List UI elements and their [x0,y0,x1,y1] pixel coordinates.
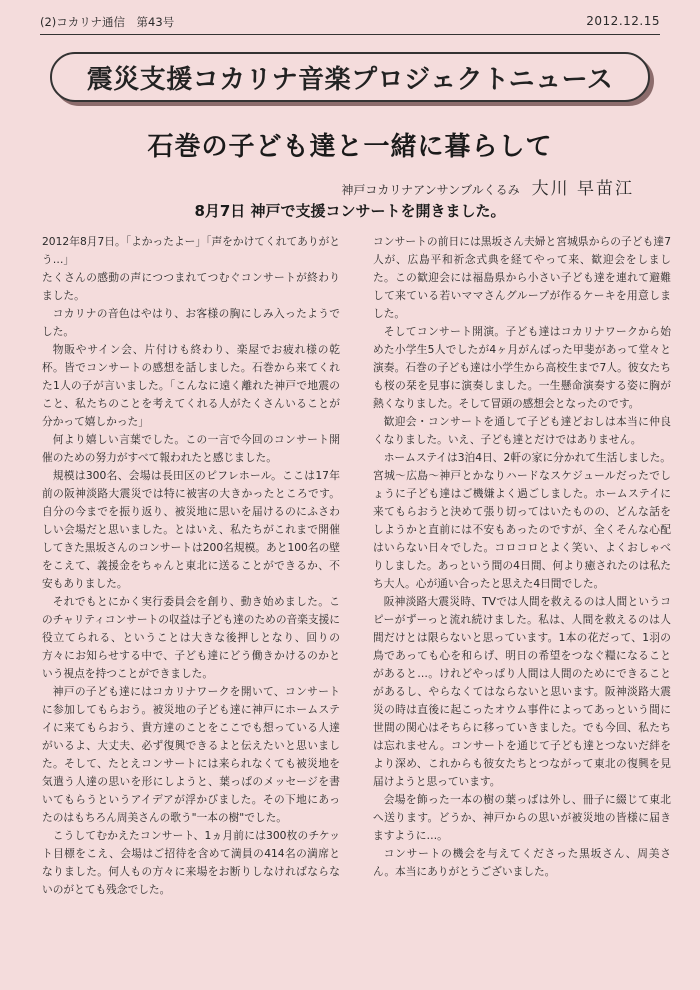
paragraph: 規模は300名、会場は長田区のピフレホール。ここは17年前の阪神淡路大震災では特に被害の大きかったところです。自分の今までを振り返り、被災地に思いを届けるのにふさわしい会場だと思いました。とはいえ、私たちがこれまで開催してきた黒坂さんのコンサートは200名規模。あと100名の壁をこえて、義援金をちゃんと東北に送ることができるか、不安もありました。 [42,469,340,590]
article-title: 石巻の子ども達と一緒に暮らして [147,132,553,162]
paragraph: 物販やサイン会、片付けも終わり、楽屋でお疲れ様の乾杯。皆でコンサートの感想を話しました。石巻から来てくれた1人の子が言いました。「こんなに遠く離れた神戸で地震のこと、私たちのことを考えてくれる人がたくさんいることが分かって嬉しかった」 [42,343,340,428]
paragraph: コカリナの音色はやはり、お客様の胸にしみ入ったようでした。 [42,307,340,338]
newsletter-banner [50,52,650,102]
paragraph: コンサートの前日には黒坂さん夫婦と宮城県からの子ども達7人が、広島平和祈念式典を経てやって来、歓迎会をしました。この歓迎会には福島県から小さい子ども達を連れて避難して来ている若いママさんグループが作るケーキを用意しました。 [373,235,671,320]
paragraph: 2012年8月7日。「よかったよー」「声をかけてくれてありがとう…」 [42,235,340,266]
paragraph: 何より嬉しい言葉でした。この一言で今回のコンサート開催のための努力がすべて報われたと感じました。 [42,433,340,464]
paragraph: 会場を飾った一本の樹の葉っぱは外し、冊子に綴じて東北へ送ります。どうか、神戸からの思いが被災地の皆様に届きますように…。 [373,793,671,842]
paragraph: ホームステイは3泊4日、2軒の家に分かれて生活しました。宮城～広島～神戸とかなりハードなスケジュールだったでしょうに子ども達はご機嫌よく過ごしました。ホームステイに来てもらおうと決めて張り切ってはいたものの、どんな話をしようかと直前には不安もあったのですが、全くそんな心配はいらない日々でした。コロコロとよく笑い、よくおしゃべりしました。あっという間の4日間、何より癒されたのは私たち大人。心が通い合ったと思えた4日間でした。 [373,451,671,590]
paragraph: それでもとにかく実行委員会を創り、動き始めました。このチャリティコンサートの収益は子ども達のための音楽支援に役立てられる、ということは大きな後押しとなり、回りの方々にお知らせする中で、子ども達にどう働きかけるのかという視点を持つことができました。 [42,595,340,680]
paragraph: 神戸の子ども達にはコカリナワークを開いて、コンサートに参加してもらおう。被災地の子ども達に神戸にホームステイに来てもらおう、貴方達のことをここでも想っている人達がいるよ、大丈夫、必ず復興できるよと伝えたいと思いました。そして、たとえコンサートには来られなくても被災地を気遣う人達の思いを形にしようと、葉っぱのメッセージを書いてもらうというアイデアが浮かびました。その下地にあったのはもちろん周美さんの歌う"一本の樹"でした。 [42,685,340,824]
paragraph: 歓迎会・コンサートを通して子ども達どおしは本当に仲良くなりました。いえ、子ども達とだけではありません。 [373,415,671,446]
paragraph: コンサートの機会を与えてくださった黒坂さん、周美さん。本当にありがとうございました。 [373,847,671,878]
header-divider [40,34,660,35]
author-name: 大川 早苗江 [531,179,634,199]
paragraph: 阪神淡路大震災時、TVでは人間を救えるのは人間というコピーがずーっと流れ続けました。私は、人間を救えるのは人間だけとは限らないと思っています。1本の花だって、1羽の鳥であっても心を和らげ、明日の希望をつなぐ糧になることがあると…。けれどやっぱり人間は人間のためにできることがあるし、やらなくてはならないと思います。阪神淡路大震災の時は直後に起こったオウム事件によってあっという間に世間の関心はそちらに移っていきました。でも今回、私たちは忘れません。コンサートを通じて子ども達とつないだ絆をより深め、これからも彼女たちとつながって東北の復興を見届けようと思っています。 [373,595,671,788]
author-line [341,174,634,199]
paragraph: たくさんの感動の声につつまれてつむぐコンサートが終わりました。 [42,271,340,302]
body-column-left [42,233,340,899]
paragraph: こうしてむかえたコンサート、1ヵ月前には300枚のチケット目標をこえ、会場はご招待を含めて満員の414名の満席となりました。何人もの方々に来場をお断りしなければならないのがとても残念でした。 [42,829,340,896]
issue-label: (2)コカリナ通信 第43号 [40,15,175,29]
page-header [40,14,660,34]
article-subtitle: 8月7日 神戸で支援コンサートを開きました。 [194,202,506,220]
banner-title: 震災支援コカリナ音楽プロジェクトニュース [86,64,614,95]
paragraph: そしてコンサート開演。子ども達はコカリナワークから始めた小学生5人でしたが4ヶ月がんばった甲斐があって堂々と演奏。石巻の子ども達は小学生から高校生まで7人。彼女たちも桜の栞を見事に演奏しました。一生懸命演奏する姿に胸が熱くなりました。そして冒頭の感想会となったのです。 [373,325,671,410]
body-column-right [373,233,671,881]
author-group: 神戸コカリナアンサンブルくるみ [341,183,520,197]
issue-date: 2012.12.15 [586,14,660,28]
